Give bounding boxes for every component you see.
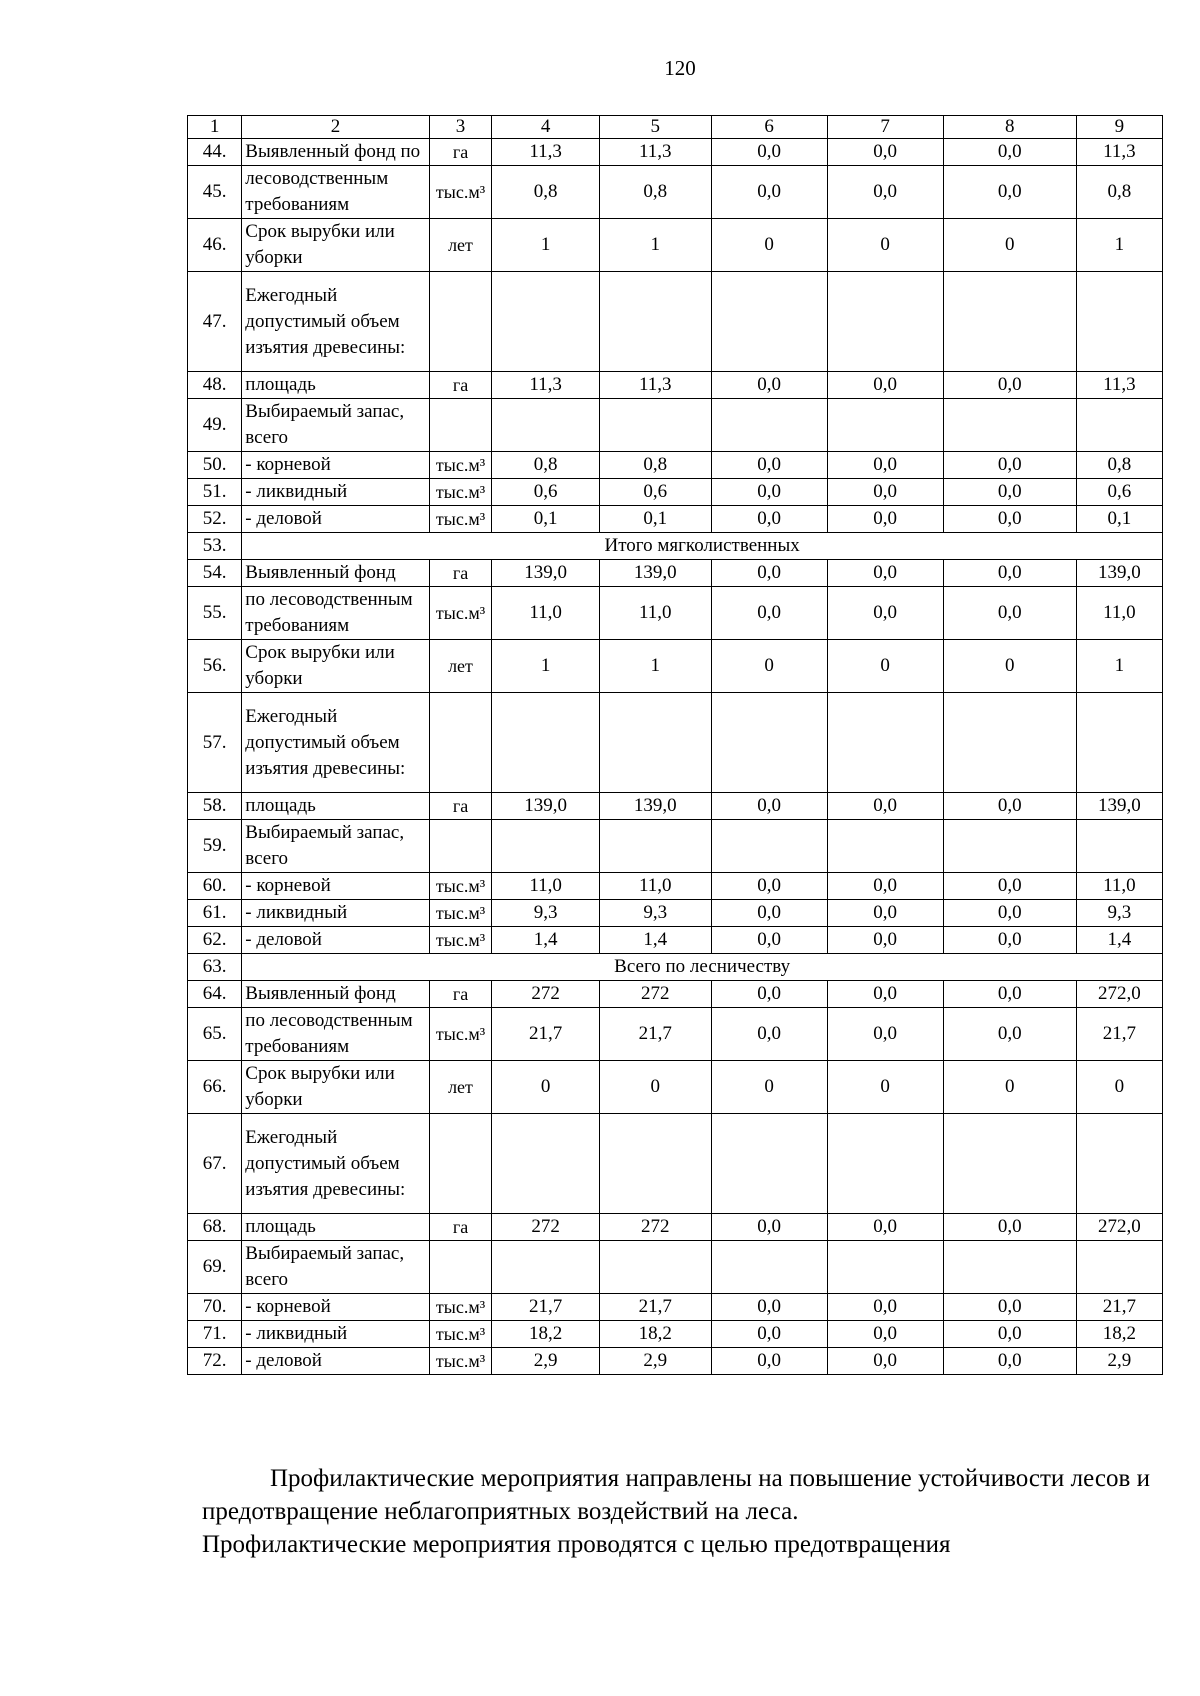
value-cell	[1076, 399, 1162, 452]
value-cell: 0,0	[711, 981, 827, 1008]
value-cell: 11,0	[599, 587, 711, 640]
value-cell: 0,0	[711, 873, 827, 900]
value-cell	[599, 399, 711, 452]
table-row	[188, 452, 1163, 479]
value-cell	[943, 399, 1076, 452]
value-cell: 0,6	[492, 479, 600, 506]
value-cell: 1,4	[599, 927, 711, 954]
header-cell: 2	[242, 116, 429, 139]
row-number-cell: 71.	[188, 1321, 242, 1348]
value-cell: 11,0	[492, 587, 600, 640]
value-cell: 0,0	[943, 1008, 1076, 1061]
table-row	[188, 640, 1163, 693]
value-cell: 0,0	[827, 587, 943, 640]
description-cell: Ежегодный допустимый объем изъятия древесины:	[242, 693, 429, 793]
value-cell: 0	[943, 640, 1076, 693]
table-row	[188, 1348, 1163, 1375]
value-cell: 272	[492, 1214, 600, 1241]
description-cell: - корневой	[242, 873, 429, 900]
value-cell: 11,3	[492, 372, 600, 399]
value-cell: 139,0	[599, 793, 711, 820]
unit-cell: га	[429, 372, 492, 399]
value-cell: 0,0	[711, 1348, 827, 1375]
value-cell	[711, 272, 827, 372]
value-cell: 139,0	[1076, 793, 1162, 820]
unit-cell: га	[429, 981, 492, 1008]
header-cell: 6	[711, 116, 827, 139]
table-row	[188, 219, 1163, 272]
row-number-cell: 68.	[188, 1214, 242, 1241]
value-cell	[599, 693, 711, 793]
table-row	[188, 981, 1163, 1008]
unit-cell: тыс.м³	[429, 900, 492, 927]
unit-cell: тыс.м³	[429, 1348, 492, 1375]
unit-cell: лет	[429, 1061, 492, 1114]
value-cell	[827, 1114, 943, 1214]
row-number-cell: 59.	[188, 820, 242, 873]
value-cell: 0,0	[827, 479, 943, 506]
value-cell: 0,0	[943, 372, 1076, 399]
header-cell: 8	[943, 116, 1076, 139]
header-cell: 9	[1076, 116, 1162, 139]
table-row	[188, 1241, 1163, 1294]
value-cell: 1,4	[1076, 927, 1162, 954]
value-cell: 0,0	[711, 900, 827, 927]
row-number-cell: 49.	[188, 399, 242, 452]
paragraph-second: Профилактические мероприятия проводятся с целью предотвращения	[202, 1531, 951, 1558]
unit-cell: тыс.м³	[429, 452, 492, 479]
value-cell: 0,0	[711, 927, 827, 954]
description-cell: - ликвидный	[242, 1321, 429, 1348]
value-cell: 0	[943, 219, 1076, 272]
value-cell: 0,8	[492, 166, 600, 219]
value-cell	[599, 1241, 711, 1294]
description-cell: лесоводственным требованиям	[242, 166, 429, 219]
value-cell: 0,0	[711, 479, 827, 506]
unit-cell	[429, 399, 492, 452]
value-cell: 0,1	[599, 506, 711, 533]
value-cell: 139,0	[492, 793, 600, 820]
description-cell: Выявленный фонд	[242, 560, 429, 587]
value-cell	[827, 1241, 943, 1294]
value-cell: 0,0	[711, 452, 827, 479]
value-cell	[943, 1114, 1076, 1214]
value-cell: 21,7	[492, 1294, 600, 1321]
value-cell: 0,0	[943, 479, 1076, 506]
value-cell: 0,0	[827, 981, 943, 1008]
description-cell: - деловой	[242, 1348, 429, 1375]
value-cell: 0,0	[943, 166, 1076, 219]
value-cell: 0	[711, 640, 827, 693]
value-cell: 0,1	[492, 506, 600, 533]
value-cell: 0,0	[711, 793, 827, 820]
header-cell: 4	[492, 116, 600, 139]
unit-cell: га	[429, 1214, 492, 1241]
value-cell: 1,4	[492, 927, 600, 954]
value-cell: 0	[599, 1061, 711, 1114]
value-cell: 11,0	[492, 873, 600, 900]
description-cell: Ежегодный допустимый объем изъятия древесины:	[242, 1114, 429, 1214]
table-row	[188, 927, 1163, 954]
value-cell: 11,0	[1076, 587, 1162, 640]
table-row	[188, 533, 1163, 560]
description-cell: - корневой	[242, 1294, 429, 1321]
value-cell: 0,0	[943, 506, 1076, 533]
row-number-cell: 55.	[188, 587, 242, 640]
value-cell: 0,0	[827, 139, 943, 166]
table-header-row	[188, 116, 1163, 139]
row-number-cell: 63.	[188, 954, 242, 981]
description-cell: Срок вырубки или уборки	[242, 640, 429, 693]
table-row	[188, 693, 1163, 793]
value-cell: 9,3	[599, 900, 711, 927]
table-row	[188, 272, 1163, 372]
description-cell: - корневой	[242, 452, 429, 479]
table-row	[188, 1321, 1163, 1348]
value-cell	[492, 693, 600, 793]
value-cell: 18,2	[1076, 1321, 1162, 1348]
value-cell: 0,0	[943, 900, 1076, 927]
description-cell: - ликвидный	[242, 900, 429, 927]
value-cell: 0,0	[943, 452, 1076, 479]
value-cell: 21,7	[1076, 1294, 1162, 1321]
page-number: 120	[664, 56, 696, 80]
row-number-cell: 53.	[188, 533, 242, 560]
unit-cell: тыс.м³	[429, 587, 492, 640]
table-row	[188, 1008, 1163, 1061]
value-cell	[1076, 820, 1162, 873]
unit-cell: га	[429, 560, 492, 587]
value-cell: 21,7	[599, 1294, 711, 1321]
section-title-cell: Всего по лесничеству	[242, 954, 1163, 981]
value-cell: 1	[599, 640, 711, 693]
value-cell: 0	[827, 219, 943, 272]
value-cell	[1076, 1114, 1162, 1214]
value-cell: 21,7	[1076, 1008, 1162, 1061]
value-cell: 0	[827, 1061, 943, 1114]
table-row	[188, 954, 1163, 981]
value-cell: 0,0	[827, 1214, 943, 1241]
table-row	[188, 506, 1163, 533]
unit-cell: тыс.м³	[429, 873, 492, 900]
description-cell: Выбираемый запас, всего	[242, 1241, 429, 1294]
value-cell: 0,0	[827, 927, 943, 954]
value-cell	[711, 1114, 827, 1214]
table-row	[188, 1114, 1163, 1214]
table-row	[188, 587, 1163, 640]
value-cell	[827, 399, 943, 452]
description-cell: Выбираемый запас, всего	[242, 820, 429, 873]
value-cell: 2,9	[599, 1348, 711, 1375]
table-row	[188, 560, 1163, 587]
value-cell: 0,8	[1076, 452, 1162, 479]
value-cell	[711, 1241, 827, 1294]
row-number-cell: 62.	[188, 927, 242, 954]
value-cell: 0,0	[827, 793, 943, 820]
value-cell: 0,6	[599, 479, 711, 506]
value-cell: 0,0	[711, 1214, 827, 1241]
value-cell: 0,0	[827, 372, 943, 399]
value-cell: 139,0	[492, 560, 600, 587]
table-row	[188, 166, 1163, 219]
value-cell: 139,0	[1076, 560, 1162, 587]
table-row	[188, 479, 1163, 506]
value-cell	[492, 1241, 600, 1294]
row-number-cell: 61.	[188, 900, 242, 927]
value-cell: 0,0	[827, 166, 943, 219]
value-cell: 0	[711, 1061, 827, 1114]
value-cell	[1076, 1241, 1162, 1294]
value-cell: 2,9	[492, 1348, 600, 1375]
row-number-cell: 54.	[188, 560, 242, 587]
value-cell	[492, 272, 600, 372]
unit-cell: тыс.м³	[429, 927, 492, 954]
value-cell: 0,6	[1076, 479, 1162, 506]
value-cell: 11,3	[599, 372, 711, 399]
value-cell: 0,0	[827, 873, 943, 900]
table-row	[188, 820, 1163, 873]
value-cell	[599, 1114, 711, 1214]
row-number-cell: 58.	[188, 793, 242, 820]
value-cell: 272	[599, 981, 711, 1008]
table-row	[188, 900, 1163, 927]
table-row	[188, 139, 1163, 166]
value-cell: 0,0	[711, 1321, 827, 1348]
value-cell: 272	[599, 1214, 711, 1241]
header-cell: 1	[188, 116, 242, 139]
row-number-cell: 65.	[188, 1008, 242, 1061]
value-cell: 0,0	[827, 560, 943, 587]
unit-cell: га	[429, 793, 492, 820]
value-cell: 21,7	[492, 1008, 600, 1061]
row-number-cell: 48.	[188, 372, 242, 399]
value-cell: 0,0	[943, 873, 1076, 900]
value-cell: 18,2	[599, 1321, 711, 1348]
value-cell	[711, 693, 827, 793]
value-cell: 272,0	[1076, 1214, 1162, 1241]
table-row	[188, 873, 1163, 900]
value-cell: 0,0	[827, 452, 943, 479]
row-number-cell: 70.	[188, 1294, 242, 1321]
value-cell: 21,7	[599, 1008, 711, 1061]
value-cell: 0,0	[711, 506, 827, 533]
value-cell: 0,0	[943, 793, 1076, 820]
value-cell	[599, 272, 711, 372]
row-number-cell: 47.	[188, 272, 242, 372]
value-cell: 0	[943, 1061, 1076, 1114]
table-row	[188, 793, 1163, 820]
value-cell: 0,8	[599, 452, 711, 479]
value-cell: 0,0	[711, 1008, 827, 1061]
value-cell: 0,0	[827, 900, 943, 927]
value-cell	[492, 399, 600, 452]
description-cell: - деловой	[242, 927, 429, 954]
table-row	[188, 372, 1163, 399]
value-cell: 11,3	[599, 139, 711, 166]
unit-cell	[429, 272, 492, 372]
unit-cell: тыс.м³	[429, 479, 492, 506]
value-cell: 11,3	[492, 139, 600, 166]
description-cell: Ежегодный допустимый объем изъятия древесины:	[242, 272, 429, 372]
value-cell: 0	[1076, 1061, 1162, 1114]
header-cell: 7	[827, 116, 943, 139]
unit-cell: тыс.м³	[429, 1008, 492, 1061]
value-cell: 0,0	[827, 506, 943, 533]
value-cell: 9,3	[492, 900, 600, 927]
section-title-cell: Итого мягколиственных	[242, 533, 1163, 560]
value-cell	[1076, 272, 1162, 372]
value-cell: 0,0	[711, 372, 827, 399]
description-cell: - деловой	[242, 506, 429, 533]
value-cell	[492, 820, 600, 873]
table-row	[188, 1294, 1163, 1321]
table-row	[188, 399, 1163, 452]
row-number-cell: 45.	[188, 166, 242, 219]
row-number-cell: 56.	[188, 640, 242, 693]
value-cell: 0,0	[827, 1294, 943, 1321]
row-number-cell: 72.	[188, 1348, 242, 1375]
value-cell: 0,0	[711, 139, 827, 166]
value-cell: 0,0	[943, 1348, 1076, 1375]
value-cell	[943, 820, 1076, 873]
value-cell: 0,0	[827, 1008, 943, 1061]
row-number-cell: 60.	[188, 873, 242, 900]
row-number-cell: 66.	[188, 1061, 242, 1114]
value-cell: 0,0	[711, 1294, 827, 1321]
value-cell: 0,0	[943, 1294, 1076, 1321]
value-cell: 18,2	[492, 1321, 600, 1348]
description-cell: Срок вырубки или уборки	[242, 219, 429, 272]
value-cell: 0,0	[943, 139, 1076, 166]
table-row	[188, 1061, 1163, 1114]
value-cell: 0	[492, 1061, 600, 1114]
value-cell	[943, 693, 1076, 793]
value-cell: 11,3	[1076, 372, 1162, 399]
row-number-cell: 67.	[188, 1114, 242, 1214]
value-cell: 0,0	[943, 1321, 1076, 1348]
value-cell	[827, 820, 943, 873]
description-cell: Выбираемый запас, всего	[242, 399, 429, 452]
unit-cell: лет	[429, 640, 492, 693]
value-cell	[827, 272, 943, 372]
description-cell: площадь	[242, 1214, 429, 1241]
value-cell	[943, 1241, 1076, 1294]
value-cell: 0,8	[492, 452, 600, 479]
value-cell: 0,0	[943, 927, 1076, 954]
value-cell: 272,0	[1076, 981, 1162, 1008]
unit-cell: лет	[429, 219, 492, 272]
value-cell: 1	[492, 219, 600, 272]
body-text	[202, 1462, 1150, 1561]
value-cell	[827, 693, 943, 793]
value-cell: 272	[492, 981, 600, 1008]
row-number-cell: 57.	[188, 693, 242, 793]
unit-cell: тыс.м³	[429, 1294, 492, 1321]
value-cell: 0,8	[1076, 166, 1162, 219]
value-cell: 1	[492, 640, 600, 693]
unit-cell: тыс.м³	[429, 166, 492, 219]
unit-cell	[429, 1114, 492, 1214]
description-cell: Выявленный фонд по	[242, 139, 429, 166]
value-cell	[711, 820, 827, 873]
unit-cell: га	[429, 139, 492, 166]
description-cell: площадь	[242, 793, 429, 820]
unit-cell	[429, 693, 492, 793]
value-cell: 0	[711, 219, 827, 272]
value-cell: 0,0	[943, 981, 1076, 1008]
unit-cell	[429, 820, 492, 873]
row-number-cell: 51.	[188, 479, 242, 506]
value-cell: 0,0	[943, 1214, 1076, 1241]
description-cell: по лесоводственным требованиям	[242, 1008, 429, 1061]
value-cell: 11,0	[1076, 873, 1162, 900]
value-cell	[492, 1114, 600, 1214]
value-cell: 0,1	[1076, 506, 1162, 533]
value-cell: 0,0	[943, 560, 1076, 587]
value-cell: 1	[1076, 219, 1162, 272]
value-cell: 0,0	[827, 1321, 943, 1348]
table-row	[188, 1214, 1163, 1241]
header-cell: 5	[599, 116, 711, 139]
description-cell: площадь	[242, 372, 429, 399]
description-cell: - ликвидный	[242, 479, 429, 506]
value-cell: 1	[1076, 640, 1162, 693]
value-cell: 11,3	[1076, 139, 1162, 166]
value-cell	[943, 272, 1076, 372]
value-cell: 0	[827, 640, 943, 693]
paragraph-first: Профилактические мероприятия направлены на повышение устойчивости лесов и предотвращение неблагоприятных воздействий на леса.	[202, 1465, 1150, 1525]
value-cell: 2,9	[1076, 1348, 1162, 1375]
value-cell: 0,8	[599, 166, 711, 219]
table-body	[188, 116, 1163, 1375]
value-cell: 0,0	[711, 560, 827, 587]
row-number-cell: 64.	[188, 981, 242, 1008]
value-cell: 9,3	[1076, 900, 1162, 927]
forest-data-table	[187, 115, 1163, 1375]
value-cell	[711, 399, 827, 452]
header-cell: 3	[429, 116, 492, 139]
value-cell	[599, 820, 711, 873]
row-number-cell: 50.	[188, 452, 242, 479]
description-cell: Выявленный фонд	[242, 981, 429, 1008]
value-cell: 0,0	[827, 1348, 943, 1375]
value-cell: 1	[599, 219, 711, 272]
value-cell: 0,0	[711, 587, 827, 640]
value-cell	[1076, 693, 1162, 793]
row-number-cell: 69.	[188, 1241, 242, 1294]
row-number-cell: 44.	[188, 139, 242, 166]
unit-cell: тыс.м³	[429, 506, 492, 533]
value-cell: 139,0	[599, 560, 711, 587]
row-number-cell: 46.	[188, 219, 242, 272]
value-cell: 0,0	[711, 166, 827, 219]
description-cell: Срок вырубки или уборки	[242, 1061, 429, 1114]
unit-cell: тыс.м³	[429, 1321, 492, 1348]
value-cell: 11,0	[599, 873, 711, 900]
value-cell: 0,0	[943, 587, 1076, 640]
row-number-cell: 52.	[188, 506, 242, 533]
unit-cell	[429, 1241, 492, 1294]
description-cell: по лесоводственным требованиям	[242, 587, 429, 640]
